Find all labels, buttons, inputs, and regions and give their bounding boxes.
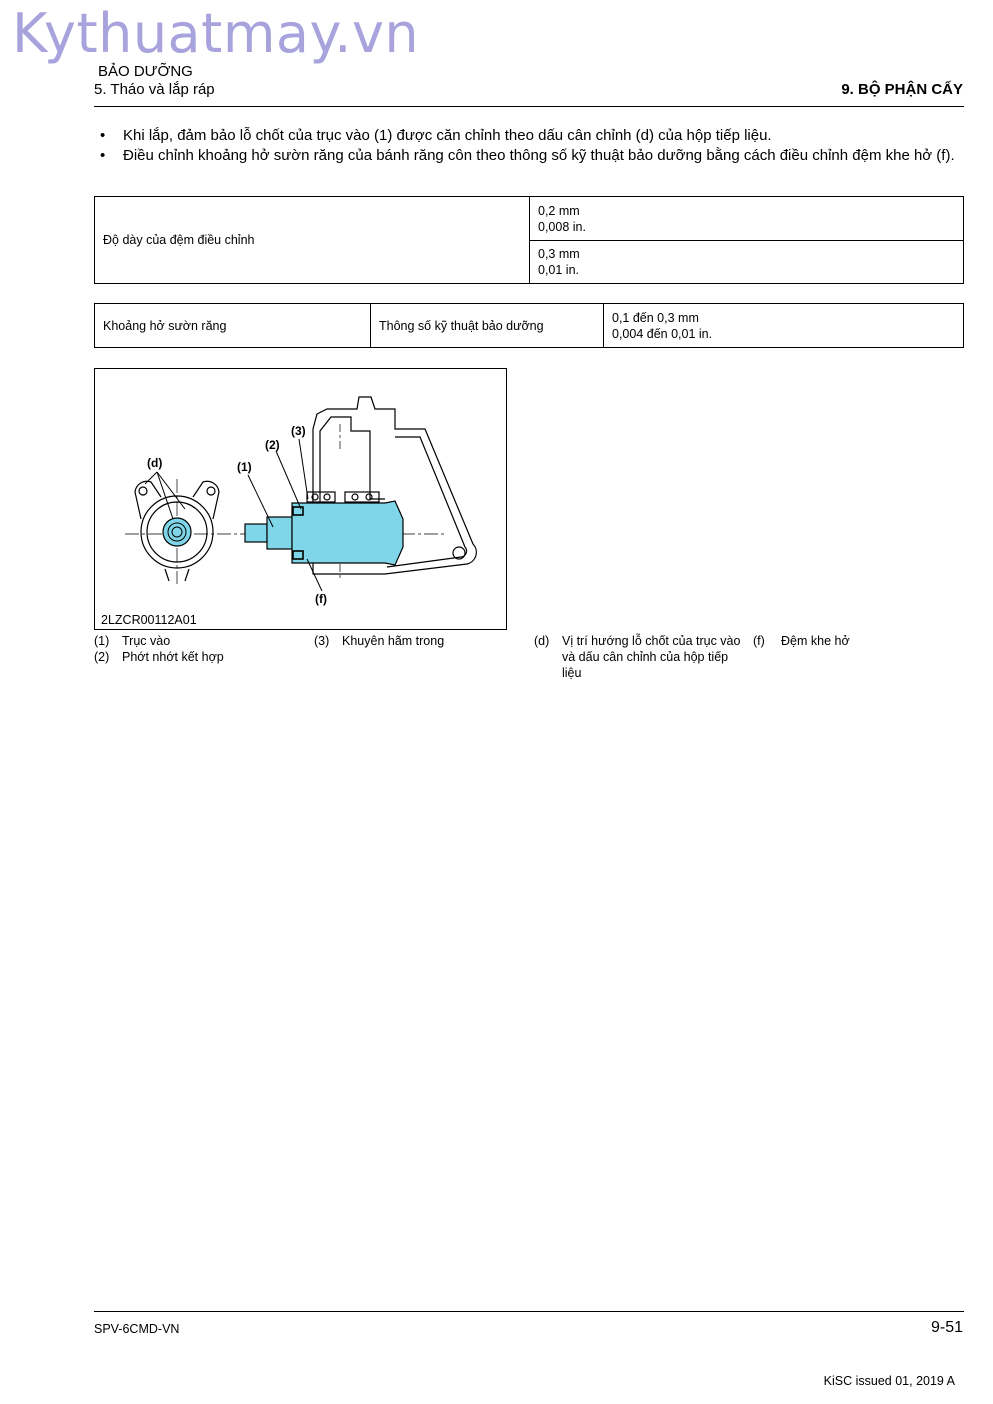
- instruction-item: • Điều chỉnh khoảng hở sườn răng của bánh răng côn theo thông số kỹ thuật bảo dưỡng bằng cách điều chỉnh đệm khe hở (f).: [94, 146, 964, 166]
- callout-3: (3): [291, 424, 306, 438]
- shim-label: Độ dày của đệm điều chỉnh: [95, 197, 530, 284]
- callout-f: (f): [315, 592, 327, 606]
- backlash-spec-label: Thông số kỹ thuật bảo dưỡng: [371, 304, 604, 348]
- header-divider: [94, 106, 964, 107]
- figure-id: 2LZCR00112A01: [101, 613, 197, 627]
- issue-note: KiSC issued 01, 2019 A: [823, 1374, 955, 1388]
- legend-text: Đệm khe hở: [781, 634, 850, 648]
- header-chapter: 9. BỘ PHẬN CẤY: [841, 81, 963, 98]
- callout-1: (1): [237, 460, 252, 474]
- backlash-metric: 0,1 đến 0,3 mm: [612, 310, 699, 325]
- legend-item: [534, 633, 744, 681]
- callout-d: (d): [147, 456, 163, 470]
- shim-value-2: [530, 241, 964, 284]
- legend-item: [314, 633, 444, 649]
- footer-divider: [94, 1311, 964, 1312]
- legend-key: (f): [753, 634, 765, 648]
- shim-value-1: [530, 197, 964, 241]
- backlash-table: [94, 303, 964, 348]
- shim-value-2-imperial: 0,01 in.: [538, 263, 580, 277]
- legend-key: (1): [94, 634, 110, 648]
- instruction-item: • Khi lắp, đảm bảo lỗ chốt của trục vào (1) được căn chỉnh theo dấu cân chỉnh (d) của hộp tiếp liệu.: [94, 126, 964, 146]
- legend-text: Phớt nhớt kết hợp: [122, 650, 224, 664]
- shim-value-2-metric: 0,3 mm: [538, 247, 580, 261]
- header-subsection: 5. Tháo và lắp ráp: [94, 81, 215, 98]
- legend-text: Vị trí hướng lỗ chốt của trục vào và dấu cân chỉnh của hộp tiếp liệu: [562, 634, 741, 680]
- instruction-list: [94, 126, 964, 166]
- assembly-figure: [94, 368, 507, 630]
- legend-key: (d): [534, 634, 550, 648]
- legend-text: Khuyên hãm trong: [342, 634, 445, 648]
- input-shaft-highlight: [163, 501, 403, 565]
- watermark: Kythuatmay.vn: [12, 2, 420, 65]
- legend-item: [94, 649, 224, 665]
- callout-2: (2): [265, 438, 280, 452]
- backlash-label: Khoảng hở sườn răng: [95, 304, 371, 348]
- footer-page-number: 9-51: [930, 1319, 963, 1336]
- legend-key: (2): [94, 650, 110, 664]
- backlash-value: [604, 304, 964, 348]
- header-section: BẢO DƯỠNG: [98, 63, 193, 80]
- legend-key: (3): [314, 634, 330, 648]
- backlash-imperial: 0,004 đến 0,01 in.: [612, 326, 713, 341]
- shim-value-1-imperial: 0,008 in.: [538, 219, 586, 234]
- input-shaft-diagram: [95, 369, 506, 609]
- legend-text: Trục vào: [122, 634, 171, 648]
- legend-item: [94, 633, 170, 649]
- shim-value-1-metric: 0,2 mm: [538, 203, 580, 218]
- legend-item: [753, 633, 850, 649]
- footer-doc-code: SPV-6CMD-VN: [94, 1322, 180, 1336]
- shim-thickness-table: [94, 196, 964, 284]
